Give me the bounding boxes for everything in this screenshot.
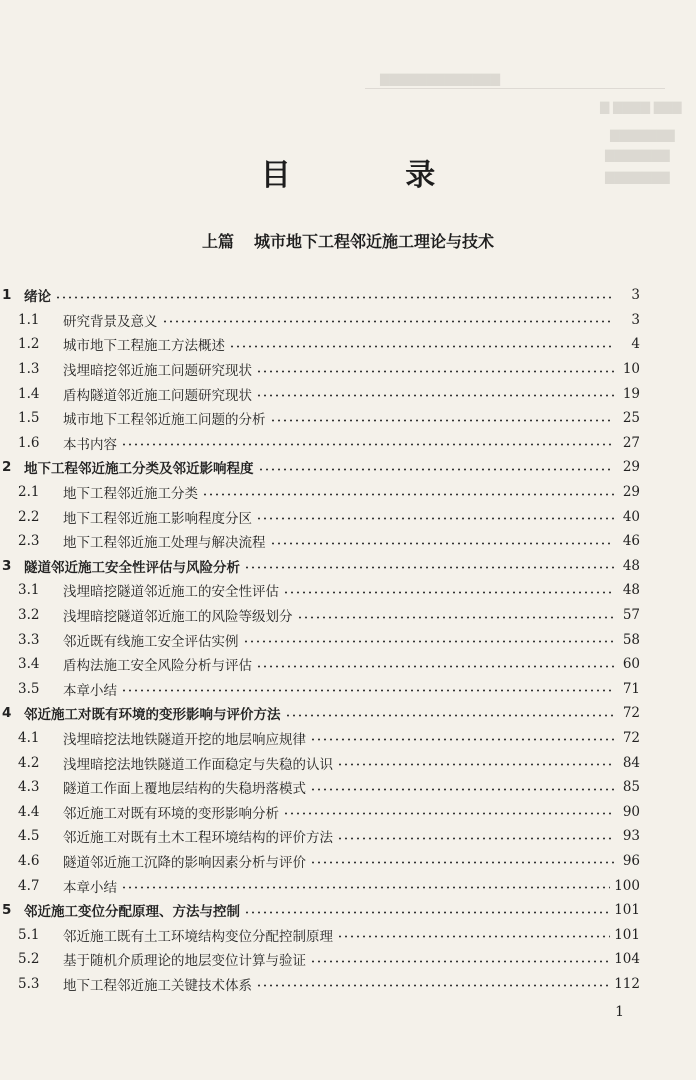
toc-entry-page: 57: [622, 607, 640, 624]
toc-section-row: [0, 849, 640, 874]
toc-section-row: [0, 504, 640, 529]
toc-entry-title: 城市地下工程施工方法概述: [63, 338, 225, 355]
dot-leader: [283, 812, 614, 815]
table-of-contents: [0, 283, 640, 996]
toc-entry-title: 邻近施工既有土工环境结构变位分配控制原理: [63, 928, 333, 945]
toc-entry-number: 4.4: [18, 803, 40, 820]
toc-section-row: [0, 750, 640, 775]
bleed-through-text: ▇▇▇▇▇▇▇▇▇▇▇▇▇: [380, 72, 500, 86]
toc-entry-page: 27: [622, 434, 640, 451]
dot-leader: [337, 837, 614, 840]
toc-entry-title: 地下工程邻近施工分类: [63, 486, 198, 503]
toc-entry-title: 隧道邻近施工沉降的影响因素分析与评价: [63, 854, 306, 871]
toc-entry-title: 地下工程邻近施工分类及邻近影响程度: [24, 461, 254, 478]
toc-entry-page: 29: [622, 484, 640, 501]
dot-leader: [243, 640, 615, 643]
toc-section-row: [0, 332, 640, 357]
toc-chapter-row: [0, 554, 640, 579]
toc-entry-number: 3.3: [18, 631, 40, 648]
toc-section-row: [0, 578, 640, 603]
toc-chapter-row: [0, 701, 640, 726]
bleed-through-text: ▇ ▇▇▇▇ ▇▇▇: [600, 100, 682, 114]
dot-leader: [256, 394, 614, 397]
toc-entry-title: 盾构隧道邻近施工问题研究现状: [63, 387, 252, 404]
dot-leader: [244, 566, 614, 569]
toc-entry-number: 4.3: [18, 779, 40, 796]
dot-leader: [283, 591, 614, 594]
dot-leader: [121, 689, 614, 692]
toc-entry-page: 25: [622, 410, 640, 427]
toc-entry-title: 本书内容: [63, 436, 117, 453]
toc-entry-number: 4.6: [18, 852, 40, 869]
toc-entry-page: 101: [614, 902, 640, 919]
toc-entry-title: 本章小结: [63, 879, 117, 896]
toc-entry-number: 5.2: [18, 951, 40, 968]
toc-entry-title: 地下工程邻近施工处理与解决流程: [63, 535, 266, 552]
toc-section-row: [0, 381, 640, 406]
dot-leader: [256, 517, 614, 520]
toc-entry-page: 46: [622, 533, 640, 550]
toc-section-row: [0, 775, 640, 800]
toc-entry-page: 96: [622, 852, 640, 869]
toc-section-row: [0, 308, 640, 333]
dot-leader: [310, 960, 610, 963]
toc-entry-page: 85: [622, 779, 640, 796]
toc-entry-title: 盾构法施工安全风险分析与评估: [63, 658, 252, 675]
toc-entry-number: 3.4: [18, 656, 40, 673]
toc-section-row: [0, 726, 640, 751]
toc-entry-page: 19: [622, 385, 640, 402]
toc-entry-page: 4: [631, 336, 640, 353]
toc-section-row: [0, 357, 640, 382]
dot-leader: [297, 616, 615, 619]
dot-leader: [256, 984, 610, 987]
toc-entry-title: 隧道邻近施工安全性评估与风险分析: [24, 559, 240, 576]
toc-entry-number: 1.1: [18, 311, 40, 328]
toc-entry-page: 71: [622, 680, 640, 697]
toc-section-row: [0, 603, 640, 628]
toc-entry-number: 3.1: [18, 582, 40, 599]
dot-leader: [310, 861, 614, 864]
toc-entry-page: 72: [622, 705, 640, 722]
toc-entry-title: 城市地下工程邻近施工问题的分析: [63, 412, 266, 429]
toc-entry-title: 浅埋暗挖法地铁隧道工作面稳定与失稳的认识: [63, 756, 333, 773]
toc-section-row: [0, 922, 640, 947]
toc-entry-number: 4.5: [18, 828, 40, 845]
dot-leader: [258, 468, 615, 471]
page-title: 目 录: [260, 158, 488, 193]
toc-entry-title: 绪论: [24, 289, 51, 306]
part-prefix: 上篇: [201, 232, 234, 251]
toc-entry-page: 58: [622, 631, 640, 648]
toc-entry-number: 2.2: [18, 508, 40, 525]
toc-section-row: [0, 799, 640, 824]
dot-leader: [285, 714, 615, 717]
toc-entry-title: 本章小结: [63, 682, 117, 699]
toc-entry-page: 3: [631, 287, 640, 304]
toc-section-row: [0, 972, 640, 997]
toc-section-row: [0, 406, 640, 431]
dot-leader: [202, 493, 614, 496]
toc-entry-number: 1: [2, 287, 12, 304]
toc-section-row: [0, 652, 640, 677]
toc-entry-number: 1.6: [18, 434, 40, 451]
bleed-through-text: ▇▇▇▇▇▇▇: [605, 170, 670, 184]
part-text: 城市地下工程邻近施工理论与技术: [254, 232, 495, 251]
toc-section-row: [0, 824, 640, 849]
toc-entry-page: 112: [614, 975, 640, 992]
toc-entry-number: 2.1: [18, 484, 40, 501]
toc-entry-number: 1.4: [18, 385, 40, 402]
toc-entry-page: 10: [622, 361, 640, 378]
dot-leader: [270, 419, 615, 422]
toc-entry-number: 5.1: [18, 926, 40, 943]
toc-section-row: [0, 480, 640, 505]
toc-entry-number: 2.3: [18, 533, 40, 550]
toc-entry-page: 60: [622, 656, 640, 673]
toc-chapter-row: [0, 283, 640, 308]
dot-leader: [256, 665, 614, 668]
toc-entry-number: 4.7: [18, 877, 40, 894]
toc-entry-number: 1.3: [18, 361, 40, 378]
bleed-through-text: ▇▇▇▇▇▇▇: [610, 128, 675, 142]
toc-entry-number: 2: [2, 459, 12, 476]
toc-entry-title: 邻近施工对既有环境的变形影响分析: [63, 805, 279, 822]
part-title: [0, 229, 696, 252]
toc-entry-number: 4.2: [18, 754, 40, 771]
toc-entry-page: 90: [622, 803, 640, 820]
dot-leader: [229, 345, 614, 348]
page-number: 1: [615, 1004, 624, 1020]
toc-entry-title: 基于随机介质理论的地层变位计算与验证: [63, 953, 306, 970]
toc-entry-title: 浅埋暗挖隧道邻近施工的安全性评估: [63, 584, 279, 601]
toc-entry-number: 3.2: [18, 607, 40, 624]
dot-leader: [121, 886, 610, 889]
toc-entry-title: 浅埋暗挖法地铁隧道开挖的地层响应规律: [63, 731, 306, 748]
dot-leader: [162, 320, 615, 323]
toc-entry-title: 浅埋暗挖隧道邻近施工的风险等级划分: [63, 609, 293, 626]
toc-entry-title: 邻近施工变位分配原理、方法与控制: [24, 904, 240, 921]
toc-entry-title: 隧道工作面上覆地层结构的失稳坍落模式: [63, 781, 306, 798]
toc-entry-number: 4: [2, 705, 12, 722]
bleed-through-line: [365, 88, 665, 89]
toc-section-row: [0, 627, 640, 652]
toc-entry-number: 3: [2, 557, 12, 574]
toc-entry-page: 40: [622, 508, 640, 525]
toc-entry-title: 地下工程邻近施工关键技术体系: [63, 977, 252, 994]
toc-entry-page: 100: [614, 877, 640, 894]
dot-leader: [270, 542, 615, 545]
toc-entry-page: 48: [622, 557, 640, 574]
toc-section-row: [0, 677, 640, 702]
dot-leader: [310, 738, 614, 741]
toc-entry-number: 5: [2, 902, 12, 919]
toc-entry-page: 84: [622, 754, 640, 771]
toc-section-row: [0, 873, 640, 898]
dot-leader: [244, 911, 610, 914]
dot-leader: [337, 763, 614, 766]
toc-section-row: [0, 947, 640, 972]
toc-entry-number: 3.5: [18, 680, 40, 697]
toc-entry-page: 93: [622, 828, 640, 845]
toc-entry-title: 邻近既有线施工安全评估实例: [63, 633, 239, 650]
toc-section-row: [0, 529, 640, 554]
toc-entry-number: 1.2: [18, 336, 40, 353]
toc-entry-number: 1.5: [18, 410, 40, 427]
toc-entry-page: 3: [631, 311, 640, 328]
toc-entry-page: 104: [614, 951, 640, 968]
toc-entry-title: 浅埋暗挖邻近施工问题研究现状: [63, 363, 252, 380]
dot-leader: [337, 935, 610, 938]
toc-entry-page: 29: [622, 459, 640, 476]
toc-entry-page: 101: [614, 926, 640, 943]
toc-entry-number: 5.3: [18, 975, 40, 992]
toc-entry-page: 72: [622, 729, 640, 746]
toc-entry-number: 4.1: [18, 729, 40, 746]
toc-chapter-row: [0, 455, 640, 480]
bleed-through-text: ▇▇▇▇▇▇▇: [605, 148, 670, 162]
toc-entry-title: 邻近施工对既有土木工程环境结构的评价方法: [63, 830, 333, 847]
toc-entry-title: 地下工程邻近施工影响程度分区: [63, 510, 252, 527]
toc-entry-page: 48: [622, 582, 640, 599]
dot-leader: [55, 296, 614, 299]
dot-leader: [310, 788, 614, 791]
toc-entry-title: 研究背景及意义: [63, 313, 158, 330]
dot-leader: [256, 370, 614, 373]
dot-leader: [121, 443, 614, 446]
toc-section-row: [0, 431, 640, 456]
toc-entry-title: 邻近施工对既有环境的变形影响与评价方法: [24, 707, 281, 724]
toc-chapter-row: [0, 898, 640, 923]
